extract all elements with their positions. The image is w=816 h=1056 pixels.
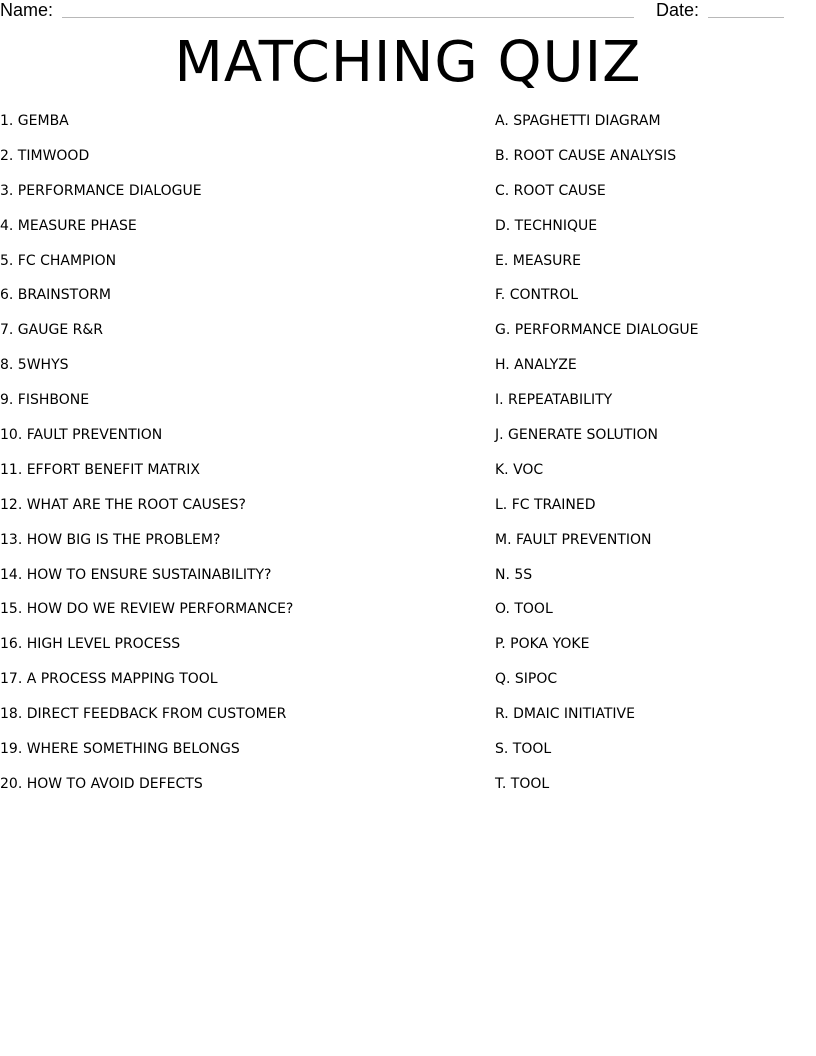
question-item: 4. MEASURE PHASE [0,217,137,234]
question-item: 17. A PROCESS MAPPING TOOL [0,671,218,688]
question-item: 14. HOW TO ENSURE SUSTAINABILITY? [0,566,272,583]
answer-item: M. FAULT PREVENTION [495,531,652,548]
question-list [0,111,480,809]
answer-item: T. TOOL [495,775,550,792]
date-label: Date: [656,0,700,20]
page-title: MATCHING QUIZ [174,30,642,95]
answer-item: D. TECHNIQUE [495,217,598,234]
question-item: 15. HOW DO WE REVIEW PERFORMANCE? [0,601,294,618]
answer-item: N. 5S [495,566,533,583]
answer-list [495,111,816,809]
question-item: 18. DIRECT FEEDBACK FROM CUSTOMER [0,706,287,723]
answer-item: B. ROOT CAUSE ANALYSIS [495,147,677,164]
answer-item: S. TOOL [495,741,552,758]
question-item: 5. FC CHAMPION [0,252,117,269]
answer-item: G. PERFORMANCE DIALOGUE [495,322,699,339]
answer-item: I. REPEATABILITY [495,392,613,409]
question-item: 10. FAULT PREVENTION [0,427,163,444]
answer-item: H. ANALYZE [495,357,577,374]
answer-item: K. VOC [495,461,544,478]
question-item: 7. GAUGE R&R [0,322,103,339]
answer-item: R. DMAIC INITIATIVE [495,706,635,723]
answer-item: P. POKA YOKE [495,636,590,653]
question-item: 12. WHAT ARE THE ROOT CAUSES? [0,496,246,513]
answer-item: C. ROOT CAUSE [495,182,606,199]
answer-item: A. SPAGHETTI DIAGRAM [495,113,661,129]
date-blank-line [708,17,784,18]
question-item: 11. EFFORT BENEFIT MATRIX [0,461,200,478]
question-item: 3. PERFORMANCE DIALOGUE [0,182,202,199]
name-blank-line [62,17,634,18]
question-item: 13. HOW BIG IS THE PROBLEM? [0,531,221,548]
question-item: 16. HIGH LEVEL PROCESS [0,636,181,653]
header-row [0,0,816,22]
answer-item: Q. SIPOC [495,671,558,688]
question-item: 6. BRAINSTORM [0,287,112,304]
question-item: 20. HOW TO AVOID DEFECTS [0,775,203,792]
question-item: 9. FISHBONE [0,392,90,409]
answer-item: J. GENERATE SOLUTION [495,427,658,444]
question-item: 2. TIMWOOD [0,147,90,164]
name-label: Name: [0,0,54,20]
answer-item: F. CONTROL [495,287,579,304]
answer-item: E. MEASURE [495,252,581,269]
answer-item: L. FC TRAINED [495,496,596,513]
question-item: 19. WHERE SOMETHING BELONGS [0,741,240,758]
answer-item: O. TOOL [495,601,553,618]
question-item: 1. GEMBA [0,113,69,129]
question-item: 8. 5WHYS [0,357,69,374]
